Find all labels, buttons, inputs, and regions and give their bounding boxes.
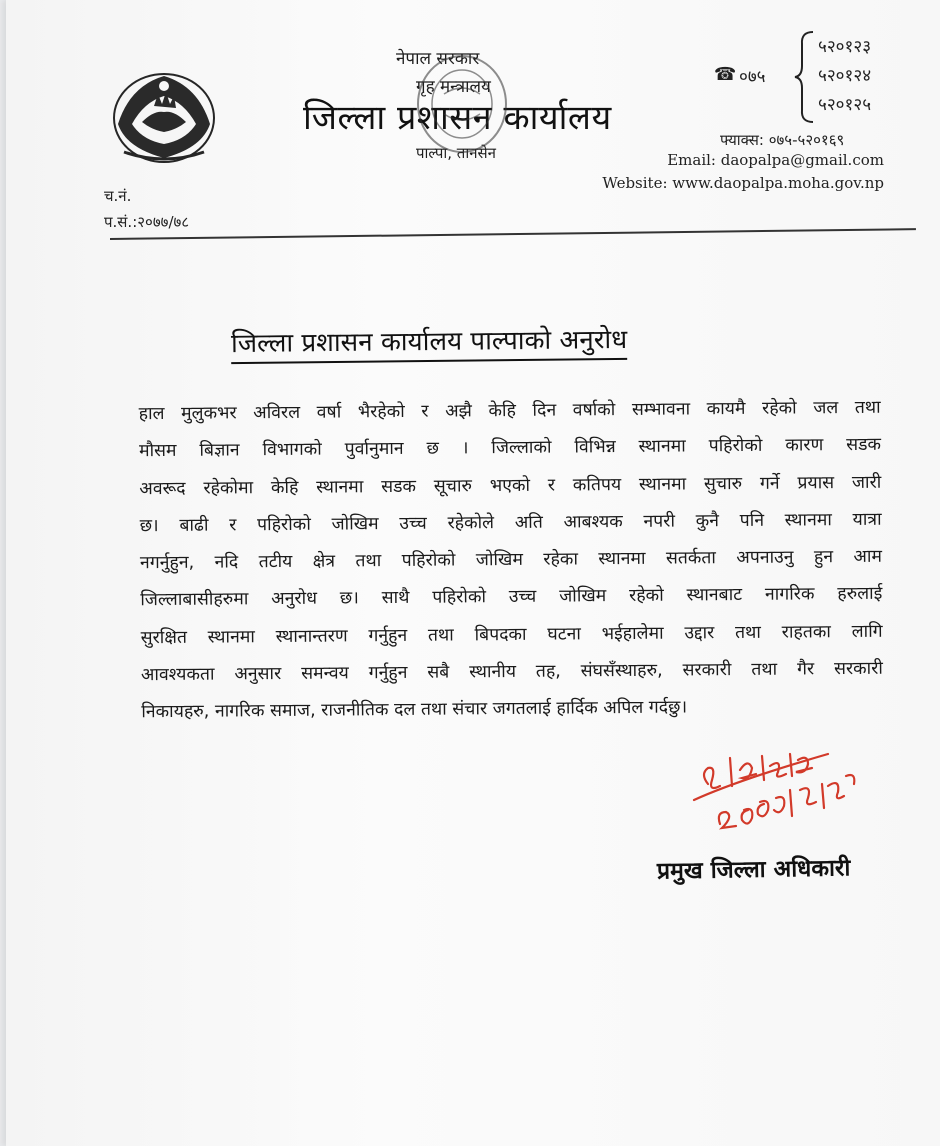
reference-number: च.नं. (104, 187, 132, 205)
office-stamp-icon (414, 52, 510, 156)
notice-title: जिल्ला प्रशासन कार्यालय पाल्पाको अनुरोध (231, 320, 628, 364)
handwritten-signature (678, 740, 878, 840)
body-line: छ। बाढी र पहिरोको जोखिम उच्च रहेकोले अति आबश्यक नपरी कुनै पनि स्थानमा यात्रा (139, 509, 882, 537)
header-divider (110, 228, 916, 240)
phone-number: ५२०१२३ (818, 37, 872, 57)
nepal-emblem-icon (110, 66, 218, 166)
fiscal-year: प.सं.:२०७७/७८ (104, 213, 190, 231)
office-location: पाल्पा, तानसेन (416, 144, 497, 162)
ministry-name: गृह मन्त्रालय (416, 77, 491, 97)
letter-page (6, 0, 940, 1146)
body-line: सुरक्षित स्थानमा स्थानान्तरण गर्नुहुन तथा बिपदका घटना भईहालेमा उद्दार तथा राहतका लागि (140, 621, 883, 649)
brace-icon (793, 30, 817, 124)
email-address: Email: daopalpa@gmail.com (667, 151, 884, 169)
fax-number: फ्याक्स: ०७५-५२०१६९ (720, 131, 845, 149)
body-line: आवश्यकता अनुसार समन्वय गर्नुहुन सबै स्थानीय तह, संघसँस्थाहरु, सरकारी तथा गैर सरकारी (140, 658, 884, 686)
phone-number: ५२०१२५ (818, 95, 872, 115)
phone-number: ५२०१२४ (818, 66, 872, 86)
office-name: जिल्ला प्रशासन कार्यालय (303, 98, 612, 138)
body-line: नगर्नुहुन, नदि तटीय क्षेत्र तथा पहिरोको जोखिम रहेका स्थानमा सतर्कता अपनाउनु हुन आम (139, 546, 883, 574)
government-name: नेपाल सरकार (396, 49, 480, 69)
body-line: निकायहरु, नागरिक समाज, राजनीतिक दल तथा संचार जगतलाई हार्दिक अपिल गर्दछु। (141, 697, 688, 723)
body-line: जिल्लाबासीहरुमा अनुरोध छ। साथै पहिरोको उच्च जोखिम रहेको स्थानबाट नागरिक हरुलाई (140, 584, 883, 611)
website-address: Website: www.daopalpa.moha.gov.np (602, 174, 884, 192)
signatory-title: प्रमुख जिल्ला अधिकारी (656, 855, 851, 885)
notice-body (139, 390, 884, 732)
phone-numbers (818, 33, 871, 120)
body-line: अवरूद रहेकोमा केहि स्थानमा सडक सूचारु भएको र कतिपय स्थानमा सुचारु गर्ने प्रयास जारी (139, 472, 882, 499)
body-line: मौसम बिज्ञान विभागको पुर्वानुमान छ । जिल्लाको विभिन्न स्थानमा पहिरोको कारण सडक (138, 435, 882, 462)
telephone-icon: ☎ (714, 64, 737, 85)
body-line: हाल मुलुकभर अविरल वर्षा भैरहेको र अझै केहि दिन वर्षाको सम्भावना कायमै रहेको जल तथा (138, 397, 881, 425)
phone-area-code: ०७५ (739, 67, 766, 87)
